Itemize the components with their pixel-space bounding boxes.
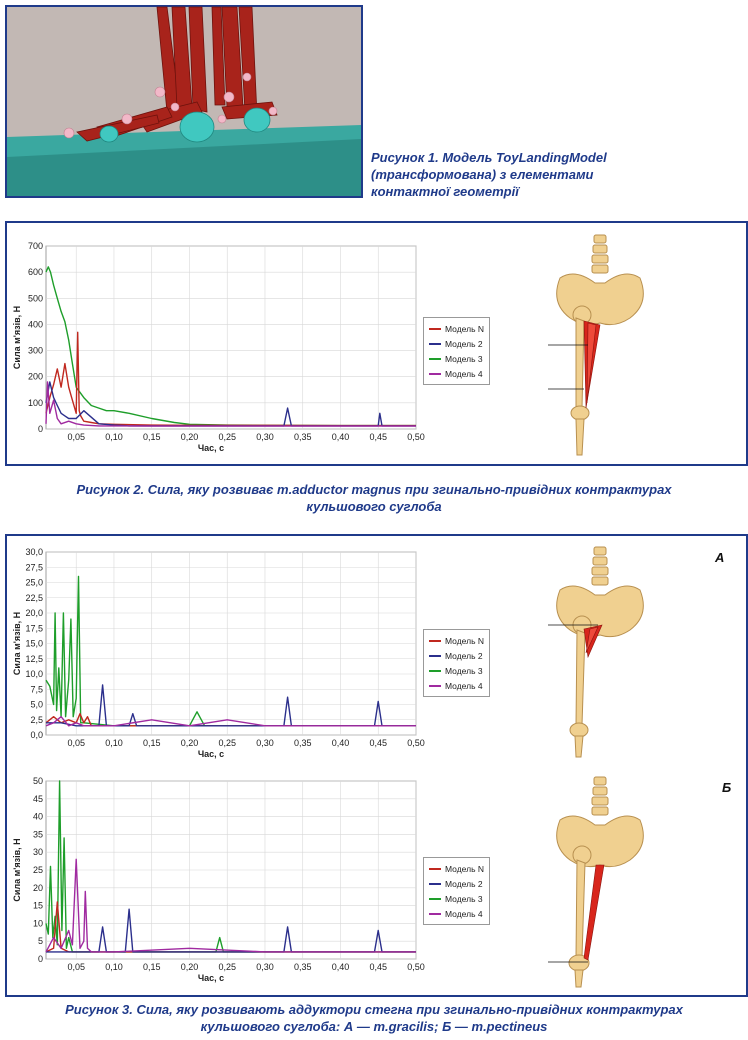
figure3-caption-line2: кульшового суглоба: А — m.gracilis; Б — m.pectineus bbox=[200, 1019, 548, 1034]
panel-label-a: А bbox=[715, 550, 725, 565]
figure1-caption bbox=[371, 149, 671, 200]
panel-label-b: Б bbox=[722, 780, 732, 795]
legend-swatch bbox=[429, 640, 441, 642]
legend-label: Модель 3 bbox=[445, 893, 483, 904]
figure2-caption-line1: Рисунок 2. Сила, яку розвиває m.adductor magnus при згинально-привідних контрактурах bbox=[76, 482, 672, 497]
x-axis-label: Час, с bbox=[197, 749, 225, 759]
legend-item bbox=[429, 366, 484, 381]
y-tick-label: 45 bbox=[32, 793, 43, 804]
x-tick-label: 0,20 bbox=[180, 738, 199, 748]
legend-swatch bbox=[429, 868, 441, 870]
legend-swatch bbox=[429, 373, 441, 375]
x-tick-label: 0,50 bbox=[407, 432, 425, 442]
y-tick-label: 2,5 bbox=[30, 714, 43, 725]
x-tick-label: 0,20 bbox=[180, 962, 199, 972]
legend-label: Модель 2 bbox=[445, 338, 483, 349]
y-tick-label: 25 bbox=[32, 865, 43, 875]
x-tick-label: 0,20 bbox=[180, 432, 199, 442]
legend-swatch bbox=[429, 913, 441, 915]
x-tick-label: 0,30 bbox=[256, 738, 274, 748]
legend-swatch bbox=[429, 685, 441, 687]
y-tick-label: 27,5 bbox=[25, 562, 43, 573]
figure2-chart bbox=[10, 240, 425, 455]
y-tick-label: 100 bbox=[27, 397, 43, 408]
x-tick-label: 0,35 bbox=[293, 432, 312, 442]
y-tick-label: 300 bbox=[27, 345, 43, 356]
x-tick-label: 0,15 bbox=[142, 432, 161, 442]
legend-swatch bbox=[429, 655, 441, 657]
x-tick-label: 0,25 bbox=[218, 962, 236, 972]
legend-item bbox=[429, 906, 484, 921]
y-tick-label: 700 bbox=[27, 241, 43, 251]
y-axis-label: Сила м'язів, Н bbox=[12, 611, 22, 676]
x-tick-label: 0,10 bbox=[105, 962, 123, 972]
y-tick-label: 40 bbox=[32, 811, 43, 822]
legend-item bbox=[429, 648, 484, 663]
legend-swatch bbox=[429, 358, 441, 360]
x-tick-label: 0,50 bbox=[407, 962, 425, 972]
x-tick-label: 0,45 bbox=[369, 432, 388, 442]
legend-item bbox=[429, 678, 484, 693]
y-axis-label: Сила м'язів, Н bbox=[12, 305, 22, 370]
y-tick-label: 22,5 bbox=[25, 592, 43, 603]
y-tick-label: 0 bbox=[37, 424, 43, 434]
y-tick-label: 10,0 bbox=[25, 669, 43, 679]
x-tick-label: 0,40 bbox=[331, 962, 350, 972]
y-tick-label: 15 bbox=[32, 900, 43, 911]
x-tick-label: 0,15 bbox=[142, 738, 161, 748]
legend-label: Модель N bbox=[445, 863, 485, 874]
y-tick-label: 17,5 bbox=[25, 623, 43, 634]
figure1-image bbox=[5, 5, 363, 198]
y-tick-label: 500 bbox=[27, 293, 43, 304]
y-tick-label: 30,0 bbox=[25, 547, 43, 557]
legend-item bbox=[429, 351, 484, 366]
y-tick-label: 15,0 bbox=[25, 638, 43, 649]
legend-label: Модель 2 bbox=[445, 878, 483, 889]
y-tick-label: 0,0 bbox=[30, 730, 43, 740]
y-tick-label: 30 bbox=[32, 847, 43, 858]
figure2-caption bbox=[0, 481, 748, 515]
legend-item bbox=[429, 861, 484, 876]
legend-label: Модель 4 bbox=[445, 368, 483, 379]
x-tick-label: 0,15 bbox=[142, 962, 161, 972]
legend-label: Модель 2 bbox=[445, 650, 483, 661]
y-tick-label: 25,0 bbox=[25, 577, 43, 588]
legend-swatch bbox=[429, 670, 441, 672]
x-tick-label: 0,35 bbox=[293, 738, 312, 748]
x-tick-label: 0,40 bbox=[331, 738, 350, 748]
figure2-legend bbox=[423, 317, 490, 385]
figure3b-anatomy bbox=[540, 775, 660, 990]
y-tick-label: 12,5 bbox=[25, 653, 43, 664]
legend-item bbox=[429, 321, 484, 336]
y-tick-label: 10 bbox=[32, 918, 43, 929]
y-tick-label: 0 bbox=[37, 954, 43, 964]
legend-item bbox=[429, 876, 484, 891]
x-axis-label: Час, с bbox=[197, 443, 225, 453]
legend-item bbox=[429, 663, 484, 678]
x-axis-label: Час, с bbox=[197, 973, 225, 983]
x-tick-label: 0,25 bbox=[218, 432, 236, 442]
plot-area bbox=[46, 246, 416, 429]
x-tick-label: 0,05 bbox=[67, 962, 85, 972]
figure2-anatomy bbox=[540, 233, 660, 458]
x-tick-label: 0,30 bbox=[256, 432, 274, 442]
figure1-caption-line1: Рисунок 1. Модель ToyLandingModel bbox=[371, 150, 607, 165]
legend-swatch bbox=[429, 343, 441, 345]
legend-item bbox=[429, 891, 484, 906]
x-tick-label: 0,30 bbox=[256, 962, 274, 972]
x-tick-label: 0,25 bbox=[218, 738, 236, 748]
x-tick-label: 0,45 bbox=[369, 962, 388, 972]
figure2-caption-line2: кульшового суглоба bbox=[306, 499, 442, 514]
y-axis-label: Сила м'язів, Н bbox=[12, 838, 22, 902]
x-tick-label: 0,05 bbox=[67, 738, 85, 748]
legend-label: Модель N bbox=[445, 323, 485, 334]
x-tick-label: 0,45 bbox=[369, 738, 388, 748]
figure3a-anatomy bbox=[540, 545, 660, 760]
legend-item bbox=[429, 336, 484, 351]
legend-label: Модель 4 bbox=[445, 908, 483, 919]
legend-item bbox=[429, 633, 484, 648]
x-tick-label: 0,40 bbox=[331, 432, 350, 442]
figure3-caption bbox=[0, 1001, 748, 1035]
y-tick-label: 50 bbox=[32, 776, 43, 786]
x-tick-label: 0,35 bbox=[293, 962, 312, 972]
figure1-caption-line2: (трансформована) з елементами bbox=[371, 167, 594, 182]
x-tick-label: 0,05 bbox=[67, 432, 85, 442]
legend-label: Модель 4 bbox=[445, 680, 483, 691]
y-tick-label: 5 bbox=[37, 936, 43, 947]
x-tick-label: 0,10 bbox=[105, 432, 123, 442]
legend-swatch bbox=[429, 328, 441, 330]
x-tick-label: 0,10 bbox=[105, 738, 123, 748]
figure3-caption-line1: Рисунок 3. Сила, яку розвивають аддуктори стегна при згинально-привідних контрактурах bbox=[65, 1002, 683, 1017]
y-tick-label: 35 bbox=[32, 829, 43, 840]
x-tick-label: 0,50 bbox=[407, 738, 425, 748]
legend-swatch bbox=[429, 898, 441, 900]
legend-swatch bbox=[429, 883, 441, 885]
legend-label: Модель N bbox=[445, 635, 485, 646]
y-tick-label: 20 bbox=[32, 882, 43, 893]
foot-model-render bbox=[7, 7, 361, 196]
figure1-caption-line3: контактної геометрії bbox=[371, 184, 519, 199]
figure3b-chart bbox=[10, 775, 425, 985]
y-tick-label: 20,0 bbox=[25, 608, 43, 618]
legend-label: Модель 3 bbox=[445, 353, 483, 364]
figure3b-legend bbox=[423, 857, 490, 925]
y-tick-label: 5,0 bbox=[30, 699, 43, 710]
y-tick-label: 400 bbox=[27, 319, 43, 330]
y-tick-label: 7,5 bbox=[30, 684, 43, 695]
figure3a-legend bbox=[423, 629, 490, 697]
legend-label: Модель 3 bbox=[445, 665, 483, 676]
figure3a-chart bbox=[10, 546, 425, 761]
y-tick-label: 200 bbox=[27, 371, 43, 382]
y-tick-label: 600 bbox=[27, 267, 43, 278]
